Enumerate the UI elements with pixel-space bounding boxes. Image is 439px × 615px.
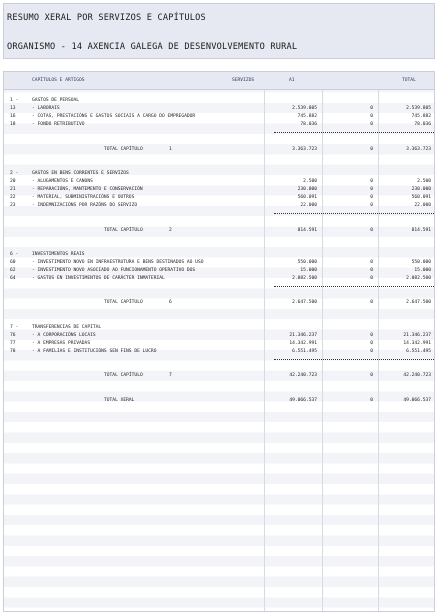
column-header-total: TOTAL	[402, 78, 416, 83]
subtotal-rule	[4, 129, 434, 137]
a1-amount: 21.346.237	[289, 332, 317, 338]
total-amount: 15.000	[414, 268, 431, 274]
servizos-amount: 0	[370, 179, 373, 185]
dotted-rule	[274, 359, 434, 360]
article-description: - LABORAIS	[32, 106, 60, 112]
article-row	[4, 178, 434, 186]
column-header-capitulos: CAPÍTULOS E ARTIGOS	[32, 78, 85, 83]
chapter-total-number: 2	[169, 227, 172, 233]
a1-amount: 78.036	[300, 122, 317, 128]
a1-amount: 22.000	[300, 203, 317, 209]
article-description: - INDEMNIZACIÓNS POR RAZÓNS DO SERVIZO	[32, 203, 138, 209]
chapter-row	[4, 170, 434, 178]
article-code: 16	[10, 114, 16, 120]
total-amount: 550.000	[411, 259, 431, 265]
chapter-description: INVESTIMENTOS REAIS	[32, 251, 85, 257]
article-description: - A FAMILIAS E INSTITUCIÓNS SEN FINS DE LUCRO	[32, 349, 157, 354]
chapter-total-label: TOTAL CAPÍTULO	[104, 146, 143, 152]
servizos-amount: 0	[370, 203, 373, 209]
article-code: 64	[10, 276, 16, 282]
article-row	[4, 275, 434, 283]
chapter-total-label: TOTAL CAPÍTULO	[104, 373, 143, 379]
article-row	[4, 186, 434, 194]
servizos-amount: 0	[370, 122, 373, 128]
blank-row	[4, 364, 434, 372]
article-description: - INVESTIMENTO NOVO ASOCIADO AO FUNCIONAMENTO OPERATIVO DOS	[32, 268, 196, 274]
table-column-header	[4, 72, 434, 90]
a1-amount: 560.091	[297, 195, 317, 201]
total-amount: 21.346.237	[403, 332, 431, 338]
chapter-total-number: 1	[169, 146, 172, 152]
blank-row	[4, 154, 434, 162]
table-body	[4, 89, 434, 405]
a1-amount: 2.500	[303, 179, 317, 185]
article-description: - REPARACIÓNS, MANTEMENTO E CONSERVACIÓN	[32, 187, 143, 193]
servizos-amount: 0	[370, 195, 373, 201]
article-row	[4, 113, 434, 121]
article-description: - A CORPORACIÓNS LOCAIS	[32, 332, 96, 338]
blank-row	[4, 243, 434, 251]
article-code: 77	[10, 340, 16, 346]
article-row	[4, 348, 434, 356]
total-amount: 3.363.723	[406, 146, 431, 152]
servizos-amount: 0	[370, 146, 373, 152]
article-code: 20	[10, 179, 16, 185]
a1-amount: 745.882	[297, 114, 317, 120]
a1-amount: 14.342.991	[289, 340, 317, 346]
chapter-code: 6 -	[10, 251, 19, 257]
a1-amount: 3.363.723	[292, 146, 317, 152]
servizos-amount: 0	[370, 373, 373, 379]
dotted-rule	[274, 286, 434, 287]
article-code: 13	[10, 106, 16, 112]
grand-total-row	[4, 397, 434, 405]
total-amount: 22.000	[414, 203, 431, 209]
article-code: 22	[10, 195, 16, 201]
article-row	[4, 121, 434, 129]
subtotal-rule	[4, 210, 434, 218]
blank-row	[4, 308, 434, 316]
a1-amount: 2.539.805	[292, 106, 317, 112]
total-amount: 42.240.723	[403, 373, 431, 379]
a1-amount: 15.000	[300, 268, 317, 274]
article-code: 23	[10, 203, 16, 209]
article-row	[4, 259, 434, 267]
chapter-total-row	[4, 372, 434, 380]
total-amount: 2.082.500	[406, 276, 431, 282]
article-row	[4, 340, 434, 348]
chapter-description: GASTOS EN BENS CORRENTES E SERVIZOS	[32, 170, 129, 176]
blank-row	[4, 162, 434, 170]
column-header-servizos: SERVIZOS	[232, 78, 255, 83]
chapter-code: 1 -	[10, 98, 19, 104]
chapter-row	[4, 324, 434, 332]
subtotal-rule	[4, 283, 434, 291]
article-row	[4, 105, 434, 113]
servizos-amount: 0	[370, 187, 373, 193]
chapter-total-number: 6	[169, 300, 172, 306]
article-code: 60	[10, 259, 16, 265]
dotted-rule	[274, 213, 434, 214]
blank-row	[4, 89, 434, 97]
chapter-total-row	[4, 299, 434, 307]
article-row	[4, 194, 434, 202]
article-code: 62	[10, 268, 16, 274]
article-description: - INVESTIMENTO NOVO EN INFRAESTRUTURA E BENS DESTINADOS AO USO	[32, 259, 204, 265]
a1-amount: 42.240.723	[289, 373, 317, 379]
chapter-description: TRANSFERENCIAS DE CAPITAL	[32, 324, 102, 330]
article-row	[4, 332, 434, 340]
organism-title: ORGANISMO - 14 AXENCIA GALEGA DE DESENVOLVEMENTO RURAL	[7, 42, 298, 52]
total-amount: 2.500	[417, 179, 431, 185]
a1-amount: 6.551.495	[292, 349, 317, 354]
blank-row	[4, 235, 434, 243]
total-amount: 49.066.537	[403, 397, 431, 403]
servizos-amount: 0	[370, 340, 373, 346]
chapter-row	[4, 97, 434, 105]
chapter-code: 2 -	[10, 170, 19, 176]
chapter-total-label: TOTAL CAPÍTULO	[104, 227, 143, 233]
chapter-total-row	[4, 227, 434, 235]
chapter-total-label: TOTAL CAPÍTULO	[104, 300, 143, 306]
total-amount: 2.539.805	[406, 106, 431, 112]
total-amount: 78.036	[414, 122, 431, 128]
budget-table	[3, 71, 435, 612]
chapter-code: 7 -	[10, 324, 19, 330]
dotted-rule	[274, 132, 434, 133]
article-row	[4, 202, 434, 210]
servizos-amount: 0	[370, 259, 373, 265]
blank-row	[4, 380, 434, 388]
article-description: - MATERIAL, SUBMINISTRACIÓNS E OUTROS	[32, 195, 135, 201]
servizos-amount: 0	[370, 227, 373, 233]
blank-row	[4, 219, 434, 227]
servizos-amount: 0	[370, 349, 373, 354]
total-amount: 14.342.991	[403, 340, 431, 346]
article-description: - COTAS, PRESTACIÓNS E GASTOS SOCIAIS A CARGO DO EMPREGADOR	[32, 114, 196, 120]
report-title: RESUMO XERAL POR SERVIZOS E CAPÍTULOS	[7, 13, 206, 23]
total-amount: 814.591	[411, 227, 431, 233]
chapter-row	[4, 251, 434, 259]
servizos-amount: 0	[370, 268, 373, 274]
article-row	[4, 267, 434, 275]
grand-total-label: TOTAL XERAL	[104, 397, 135, 403]
article-code: 18	[10, 122, 16, 128]
column-header-a1: A1	[289, 78, 295, 83]
servizos-amount: 0	[370, 106, 373, 112]
servizos-amount: 0	[370, 276, 373, 282]
a1-amount: 2.647.500	[292, 300, 317, 306]
article-description: - GASTOS EN INVESTIMENTOS DE CARÁCTER INMATERIAL	[32, 276, 165, 282]
a1-amount: 2.082.500	[292, 276, 317, 282]
article-code: 76	[10, 332, 16, 338]
total-amount: 2.647.500	[406, 300, 431, 306]
article-description: - A EMPRESAS PRIVADAS	[32, 340, 91, 346]
article-code: 78	[10, 349, 16, 354]
article-description: - FONDO RETRIBUTIVO	[32, 122, 85, 128]
servizos-amount: 0	[370, 114, 373, 120]
servizos-amount: 0	[370, 397, 373, 403]
total-amount: 6.551.495	[406, 349, 431, 354]
a1-amount: 550.000	[297, 259, 317, 265]
a1-amount: 814.591	[297, 227, 317, 233]
blank-row	[4, 316, 434, 324]
blank-row	[4, 291, 434, 299]
chapter-description: GASTOS DE PERSOAL	[32, 98, 80, 104]
total-amount: 230.000	[411, 187, 431, 193]
chapter-total-row	[4, 146, 434, 154]
total-amount: 560.091	[411, 195, 431, 201]
chapter-total-number: 7	[169, 373, 172, 379]
servizos-amount: 0	[370, 332, 373, 338]
report-header	[3, 3, 435, 59]
article-description: - ALUGAMENTOS E CANONS	[32, 179, 93, 185]
subtotal-rule	[4, 356, 434, 364]
total-amount: 745.882	[411, 114, 431, 120]
blank-row	[4, 138, 434, 146]
a1-amount: 230.000	[297, 187, 317, 193]
article-code: 21	[10, 187, 16, 193]
servizos-amount: 0	[370, 300, 373, 306]
a1-amount: 49.066.537	[289, 397, 317, 403]
blank-row	[4, 388, 434, 396]
